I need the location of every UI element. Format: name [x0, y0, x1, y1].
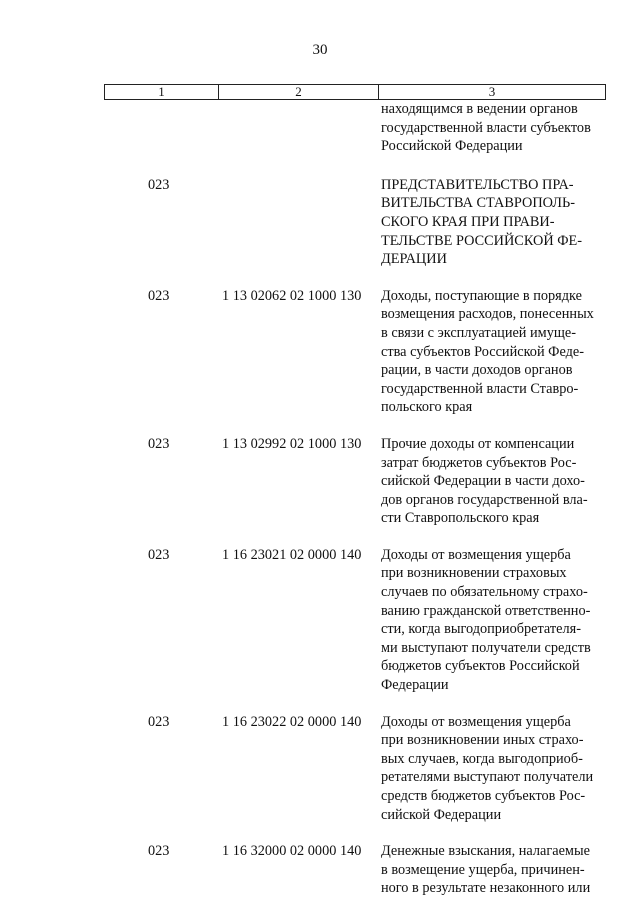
table-row: [0, 100, 640, 156]
table-row: [0, 842, 640, 898]
row-description: [381, 842, 603, 898]
description-line: в возмещение ущерба, причинен-: [381, 861, 585, 878]
description-line: Доходы от возмещения ущерба: [381, 546, 571, 563]
description-line: вых случаев, когда выгодоприоб-: [381, 750, 583, 767]
description-line: находящимся в ведении органов: [381, 101, 578, 117]
description-line: ПРЕДСТАВИТЕЛЬСТВО ПРА-: [381, 176, 574, 193]
description-line: ми выступают получатели средств: [381, 639, 591, 656]
description-line: ВИТЕЛЬСТВА СТАВРОПОЛЬ-: [381, 195, 575, 212]
row-kbk: 1 16 23021 02 0000 140: [222, 546, 362, 563]
description-line: сийской Федерации в части дохо-: [381, 473, 585, 490]
description-line: Доходы от возмещения ущерба: [381, 713, 571, 730]
row-description: [381, 100, 603, 156]
description-line: случаев по обязательному страхо-: [381, 584, 588, 601]
description-line: Федерации: [381, 677, 449, 694]
description-line: сти, когда выгодоприобретателя-: [381, 621, 581, 638]
description-line: Прочие доходы от компенсации: [381, 435, 575, 452]
row-kbk: 1 13 02992 02 1000 130: [222, 435, 362, 452]
description-line: ДЕРАЦИИ: [381, 251, 447, 268]
row-code: 023: [148, 546, 170, 563]
description-line: затрат бюджетов субъектов Рос-: [381, 454, 577, 471]
description-line: дов органов государственной вла-: [381, 491, 588, 508]
row-kbk: 1 16 23022 02 0000 140: [222, 713, 362, 730]
header-cell-2: 2: [219, 85, 379, 99]
table-row: [0, 546, 640, 695]
table-row: [0, 435, 640, 528]
description-line: государственной власти Ставро-: [381, 380, 579, 397]
page-number: 30: [312, 42, 328, 58]
row-kbk: 1 13 02062 02 1000 130: [222, 287, 362, 304]
row-code: 023: [148, 713, 170, 730]
row-code: 023: [148, 287, 170, 304]
table-body: [0, 100, 640, 898]
description-line: ванию гражданской ответственно-: [381, 602, 591, 619]
row-description: [381, 287, 603, 417]
table-row: [0, 176, 640, 269]
table-row: [0, 713, 640, 825]
row-description: [381, 546, 603, 695]
description-line: государственной власти субъектов: [381, 119, 591, 136]
row-code: 023: [148, 435, 170, 452]
description-line: возмещения расходов, понесенных: [381, 306, 594, 323]
description-line: Российской Федерации: [381, 138, 523, 155]
row-kbk: 1 16 32000 02 0000 140: [222, 843, 362, 860]
description-line: ства субъектов Российской Феде-: [381, 343, 585, 360]
row-description: [381, 435, 603, 528]
description-line: СКОГО КРАЯ ПРИ ПРАВИ-: [381, 213, 555, 230]
row-code: 023: [148, 176, 170, 193]
description-line: при возникновении иных страхо-: [381, 732, 584, 749]
description-line: сийской Федерации: [381, 806, 502, 823]
header-cell-3: 3: [488, 84, 496, 99]
row-description: [381, 713, 603, 825]
description-line: Денежные взыскания, налагаемые: [381, 843, 590, 860]
description-line: ретателями выступают получатели: [381, 769, 594, 786]
header-cell-1: 1: [105, 85, 219, 99]
description-line: при возникновении страховых: [381, 565, 567, 582]
description-line: в связи с эксплуатацией имуще-: [381, 324, 576, 341]
description-line: рации, в части доходов органов: [381, 362, 573, 379]
description-line: средств бюджетов субъектов Рос-: [381, 788, 586, 804]
table-header: [104, 84, 606, 100]
description-line: бюджетов субъектов Российской: [381, 658, 580, 675]
row-description: [381, 176, 603, 269]
description-line: сти Ставропольского края: [381, 510, 540, 527]
row-code: 023: [148, 843, 170, 860]
description-line: Доходы, поступающие в порядке: [381, 287, 582, 304]
description-line: польского края: [381, 399, 473, 416]
description-line: ного в результате незаконного или: [381, 880, 591, 897]
description-line: ТЕЛЬСТВЕ РОССИЙСКОЙ ФЕ-: [381, 232, 583, 249]
table-row: [0, 287, 640, 417]
